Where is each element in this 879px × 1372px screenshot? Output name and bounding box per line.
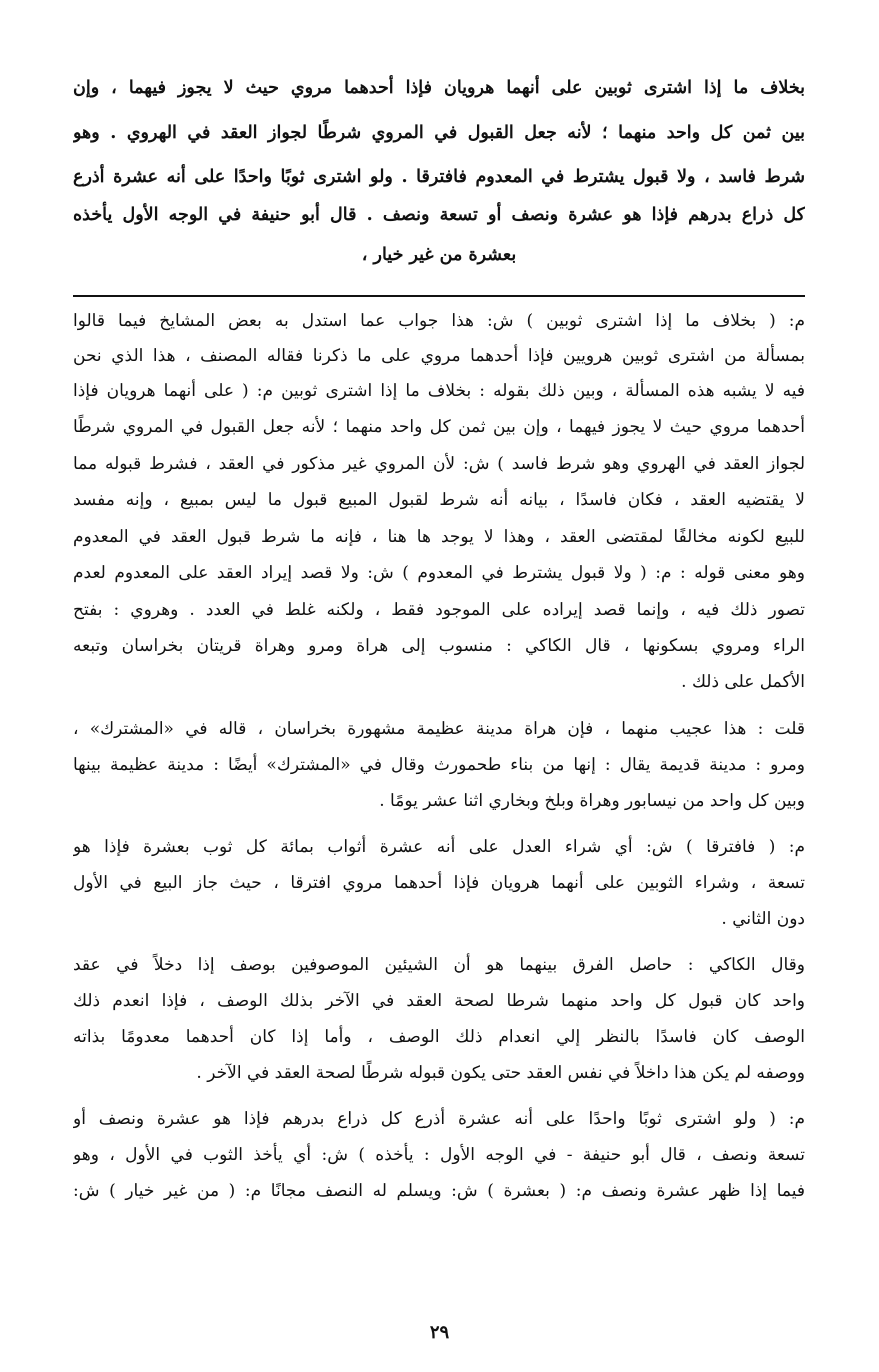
commentary-line: م: ( فافترقا ) ش: أي شراء العدل على أنه عشرة أثواب بمائة كل ثوب بعشرة فإذا هو: [73, 837, 805, 857]
main-text-line: بخلاف ما إذا اشترى ثوبين على أنهما هرويان فإذا أحدهما مروي حيث لا يجوز فيهما ، وإن: [73, 78, 805, 98]
commentary-line: تسعة ونصف ، قال أبو حنيفة - في الوجه الأول : يأخذه ) ش: أي يأخذ الثوب في الأول ، وهو: [73, 1145, 805, 1165]
commentary-line: تصور ذلك فيه ، وإنما قصد إيراده على الموجود فقط ، ولكنه غلط في العدد . وهروي : بفتح: [73, 600, 805, 620]
section-divider: [73, 295, 805, 297]
commentary-line: فيه لا يشبه هذه المسألة ، وبين ذلك بقوله : بخلاف ما إذا اشترى ثوبين م: ( على أنهما هرويان فإذا: [73, 381, 805, 401]
commentary-line: ومرو : مدينة قديمة يقال : إنها من بناء طحمورث وقال في «المشترك» أيضًا : مدينة عظيمة بينها: [73, 755, 805, 775]
commentary-line: دون الثاني .: [721, 909, 805, 929]
commentary-line: فيما إذا ظهر عشرة ونصف م: ( بعشرة ) ش: ويسلم له النصف مجانًا م: ( من غير خيار ) ش:: [73, 1181, 805, 1201]
commentary-line: قلت : هذا عجيب منهما ، فإن هراة مدينة عظيمة مشهورة بخراسان ، قاله في «المشترك» ،: [73, 719, 805, 739]
commentary-line: لا يقتضيه العقد ، فكان فاسدًا ، بيانه أنه شرط لقبول المبيع قبول ما ليس بمبيع ، وإنه مفسد: [73, 490, 805, 510]
commentary-line: م: ( ولو اشترى ثوبًا واحدًا على أنه عشرة أذرع كل ذراع بدرهم فإذا هو عشرة ونصف أو: [73, 1109, 805, 1129]
commentary-line: واحد كان قبول كل واحد منهما شرطا لصحة العقد في الآخر بذلك الوصف ، فإذا انعدم ذلك: [73, 991, 805, 1011]
commentary-line: ووصفه لم يكن هذا داخلاً في نفس العقد حتى يكون قبوله شرطًا لصحة العقد في الآخر .: [196, 1063, 805, 1083]
main-text-line: بعشرة من غير خيار ،: [361, 245, 517, 265]
commentary-line: أحدهما مروي حيث لا يجوز فيهما ، وإن بين ثمن كل واحد منهما ؛ لأنه جعل القبول في المروي شرطًا: [73, 417, 805, 437]
commentary-line: الأكمل على ذلك .: [681, 672, 805, 692]
main-text-line: بين ثمن كل واحد منهما ؛ لأنه جعل القبول في المروي شرطًا لجواز العقد في الهروي . وهو: [73, 123, 805, 143]
page-number: ٢٩: [429, 1322, 450, 1343]
commentary-line: وبين كل واحد من نيسابور وهراة وبلخ وبخاري اثنا عشر يومًا .: [379, 791, 805, 811]
commentary-line: الوصف كان فاسدًا بالنظر إلي انعدام ذلك الوصف ، وأما إذا كان أحدهما معدومًا بذاته: [73, 1027, 805, 1047]
main-text-line: كل ذراع بدرهم فإذا هو عشرة ونصف أو تسعة ونصف . قال أبو حنيفة في الوجه الأول يأخذه: [73, 205, 805, 225]
main-text-line: شرط فاسد ، ولا قبول يشترط في المعدوم فافترقا . ولو اشترى ثوبًا واحدًا على أنه عشرة أذرع: [73, 167, 805, 187]
commentary-line: بمسألة من اشترى ثوبين هرويين فإذا أحدهما مروي على ما ذكرنا فقاله المصنف ، هذا الذي نحن: [73, 346, 805, 366]
commentary-line: الراء ومروي بسكونها ، قال الكاكي : منسوب إلى هراة ومرو وهراة قريتان بخراسان وتبعه: [73, 636, 805, 656]
commentary-line: للبيع لكونه مخالفًا لمقتضى العقد ، وهذا لا يوجد ها هنا ، فإنه ما شرط قبول العقد في المعدوم: [73, 527, 805, 547]
commentary-line: وقال الكاكي : حاصل الفرق بينهما هو أن الشيئين الموصوفين بوصف إذا دخلاً في عقد: [73, 955, 805, 975]
commentary-line: م: ( بخلاف ما إذا اشترى ثوبين ) ش: هذا جواب عما استدل به بعض المشايخ فيما قالوا: [73, 311, 805, 331]
commentary-line: تسعة ، وشراء الثوبين على أنهما هرويان فإذا أحدهما مروي افترقا ، حيث جاز البيع في الأول: [73, 873, 805, 893]
commentary-line: لجواز العقد في الهروي وهو شرط فاسد ) ش: لأن المروي غير مذكور في العقد ، فشرط قبوله مما: [73, 454, 805, 474]
commentary-line: وهو معنى قوله : م: ( ولا قبول يشترط في المعدوم ) ش: ولا قصد إيراد العقد على المعدوم لعدم: [73, 563, 805, 583]
